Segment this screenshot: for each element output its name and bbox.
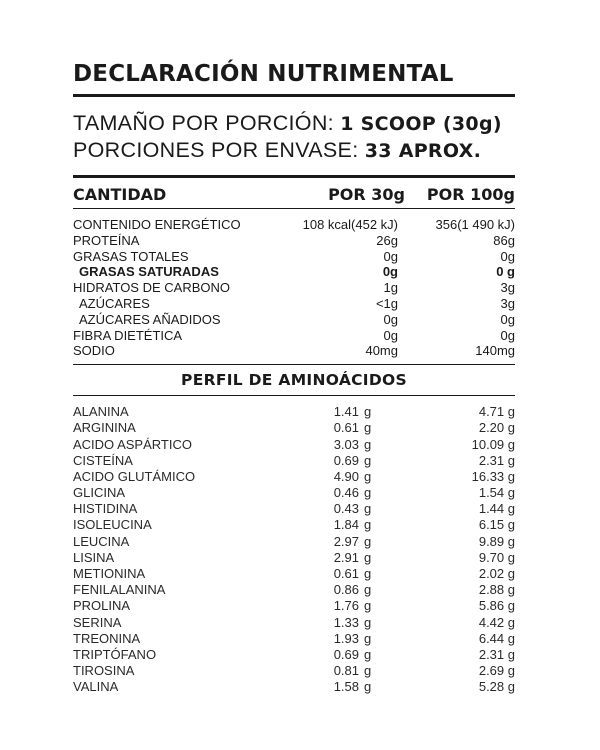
serving-info <box>73 97 515 171</box>
amino-section-title: PERFIL DE AMINOÁCIDOS <box>181 371 407 390</box>
amino-per-30g: 0.43 <box>333 501 359 517</box>
amino-name: METIONINA <box>73 566 146 582</box>
amino-per-100g: 1.54 g <box>478 485 515 501</box>
amino-per-30g: 1.93 <box>333 630 359 646</box>
header-per-100g: POR 100g <box>426 184 515 204</box>
amino-per-30g: 1.33 <box>333 614 359 630</box>
amino-name: CISTEÍNA <box>73 452 133 468</box>
amino-per-30g-unit: g <box>364 646 372 662</box>
amino-per-30g: 0.46 <box>333 485 359 501</box>
servings-count-value: 33 APROX. <box>364 140 482 162</box>
amino-per-30g-unit: g <box>364 452 372 468</box>
nutrition-row <box>73 217 515 233</box>
amino-per-100g: 6.44 g <box>478 630 515 646</box>
amino-name: ACIDO ASPÁRTICO <box>73 436 192 452</box>
amino-name: ISOLEUCINA <box>73 517 152 533</box>
amino-per-30g: 0.69 <box>333 646 359 662</box>
nutrient-per-100g: 3g <box>500 295 515 311</box>
amino-name: LISINA <box>73 549 115 565</box>
amino-row <box>73 420 515 436</box>
serving-size-label: TAMAÑO POR PORCIÓN: <box>73 111 334 135</box>
amino-per-100g: 9.70 g <box>478 549 515 565</box>
nutrient-name: FIBRA DIETÉTICA <box>73 327 183 343</box>
amino-name: GLICINA <box>73 485 126 501</box>
amino-per-100g: 1.44 g <box>478 501 515 517</box>
amino-per-30g: 0.61 <box>333 566 359 582</box>
amino-per-100g: 16.33 g <box>471 468 515 484</box>
servings-per-container-line <box>73 137 515 164</box>
amino-name: LEUCINA <box>73 533 130 549</box>
nutrition-row <box>73 233 515 249</box>
amino-per-100g: 2.20 g <box>478 420 515 436</box>
serving-divider <box>73 175 515 178</box>
nutrition-row <box>73 296 515 312</box>
nutrition-header-row <box>73 180 515 208</box>
nutrition-row <box>73 264 515 280</box>
amino-row <box>73 501 515 517</box>
amino-per-100g: 6.15 g <box>478 517 515 533</box>
nutrient-per-30g: 0g <box>383 327 398 343</box>
nutrient-per-30g: 0g <box>382 264 398 280</box>
nutrition-row <box>73 249 515 265</box>
amino-per-30g: 4.90 <box>333 468 359 484</box>
amino-acid-table <box>73 396 515 695</box>
header-per-30g: POR 30g <box>328 184 405 204</box>
nutrition-row <box>73 328 515 344</box>
amino-name: ACIDO GLUTÁMICO <box>73 468 196 484</box>
nutrition-row <box>73 280 515 296</box>
amino-per-30g-unit: g <box>364 436 372 452</box>
nutrient-name: GRASAS SATURADAS <box>79 264 219 280</box>
serving-size-value: 1 SCOOP (30g) <box>340 113 502 135</box>
amino-per-30g: 1.84 <box>333 517 359 533</box>
amino-per-30g-unit: g <box>364 679 372 695</box>
amino-per-100g: 4.71 g <box>478 404 515 420</box>
amino-per-30g-unit: g <box>364 468 372 484</box>
nutrient-per-30g: 40mg <box>365 343 398 359</box>
amino-name: HISTIDINA <box>73 501 138 517</box>
amino-name: SERINA <box>73 614 122 630</box>
amino-per-30g-unit: g <box>364 420 372 436</box>
amino-per-30g: 2.97 <box>333 533 359 549</box>
amino-row <box>73 647 515 663</box>
amino-name: TREONINA <box>73 630 141 646</box>
serving-size-line <box>73 110 515 137</box>
nutrient-name: AZÚCARES <box>79 295 150 311</box>
nutrition-facts-panel <box>73 58 515 696</box>
amino-per-30g-unit: g <box>364 614 372 630</box>
amino-per-30g: 1.41 <box>333 404 359 420</box>
amino-name: TIROSINA <box>73 663 135 679</box>
amino-per-30g: 0.69 <box>333 452 359 468</box>
nutrient-per-100g: 0g <box>500 311 515 327</box>
amino-row <box>73 534 515 550</box>
amino-per-30g: 0.86 <box>333 582 359 598</box>
amino-per-100g: 2.88 g <box>478 582 515 598</box>
amino-row <box>73 566 515 582</box>
page-title: DECLARACIÓN NUTRIMENTAL <box>73 61 454 87</box>
amino-name: ALANINA <box>73 404 129 420</box>
amino-per-30g: 0.61 <box>333 420 359 436</box>
nutrient-per-100g: 0 g <box>496 264 515 280</box>
nutrient-per-30g: 26g <box>376 232 398 248</box>
amino-row <box>73 453 515 469</box>
amino-per-30g: 1.58 <box>333 679 359 695</box>
servings-count-label: PORCIONES POR ENVASE: <box>73 138 359 162</box>
amino-row <box>73 631 515 647</box>
nutrient-per-30g: 0g <box>383 248 398 264</box>
amino-row <box>73 615 515 631</box>
nutrient-per-100g: 356(1 490 kJ) <box>435 217 515 232</box>
amino-row <box>73 437 515 453</box>
amino-per-100g: 5.28 g <box>478 679 515 695</box>
amino-per-30g-unit: g <box>364 598 372 614</box>
amino-per-100g: 5.86 g <box>478 598 515 614</box>
amino-per-30g-unit: g <box>364 485 372 501</box>
nutrient-per-100g: 0g <box>500 248 515 264</box>
amino-row <box>73 582 515 598</box>
amino-per-30g-unit: g <box>364 517 372 533</box>
nutrient-per-100g: 140mg <box>475 343 515 359</box>
nutrient-per-100g: 3g <box>500 280 515 296</box>
header-quantity: CANTIDAD <box>73 184 167 204</box>
amino-per-100g: 2.31 g <box>478 452 515 468</box>
nutrient-per-30g: <1g <box>375 295 398 311</box>
amino-per-30g-unit: g <box>364 566 372 582</box>
amino-per-30g: 2.91 <box>333 549 359 565</box>
amino-row <box>73 517 515 533</box>
amino-per-100g: 9.89 g <box>478 533 515 549</box>
nutrition-table <box>73 209 515 364</box>
amino-per-30g-unit: g <box>364 582 372 598</box>
amino-row <box>73 679 515 695</box>
amino-per-30g-unit: g <box>364 404 372 420</box>
amino-per-100g: 2.69 g <box>478 663 515 679</box>
amino-per-100g: 10.09 g <box>471 436 515 452</box>
nutrient-name: SODIO <box>73 343 115 359</box>
amino-row <box>73 663 515 679</box>
amino-row <box>73 404 515 420</box>
nutrition-row <box>73 343 515 359</box>
amino-per-30g-unit: g <box>364 549 372 565</box>
nutrient-name: PROTEÍNA <box>73 232 140 248</box>
amino-per-30g-unit: g <box>364 501 372 517</box>
amino-per-100g: 2.02 g <box>478 566 515 582</box>
amino-name: FENILALANINA <box>73 582 166 598</box>
nutrient-per-30g: 1g <box>383 280 398 296</box>
amino-per-30g: 0.81 <box>333 663 359 679</box>
nutrient-per-30g: 0g <box>383 311 398 327</box>
amino-row <box>73 598 515 614</box>
amino-row <box>73 469 515 485</box>
amino-name: ARGININA <box>73 420 136 436</box>
nutrient-per-100g: 0g <box>500 327 515 343</box>
nutrient-name: AZÚCARES AÑADIDOS <box>79 311 221 327</box>
amino-name: PROLINA <box>73 598 131 614</box>
amino-name: VALINA <box>73 679 119 695</box>
amino-per-30g-unit: g <box>364 630 372 646</box>
nutrient-name: GRASAS TOTALES <box>73 248 189 264</box>
amino-row <box>73 485 515 501</box>
nutrient-per-100g: 86g <box>493 232 515 248</box>
amino-per-30g-unit: g <box>364 533 372 549</box>
nutrition-row <box>73 312 515 328</box>
amino-per-100g: 4.42 g <box>478 614 515 630</box>
nutrient-name: CONTENIDO ENERGÉTICO <box>73 217 241 232</box>
amino-name: TRIPTÓFANO <box>73 646 157 662</box>
amino-per-30g: 3.03 <box>333 436 359 452</box>
nutrient-per-30g: 108 kcal(452 kJ) <box>302 217 398 232</box>
amino-per-100g: 2.31 g <box>478 646 515 662</box>
amino-row <box>73 550 515 566</box>
amino-per-30g-unit: g <box>364 663 372 679</box>
amino-per-30g: 1.76 <box>333 598 359 614</box>
nutrient-name: HIDRATOS DE CARBONO <box>73 280 230 296</box>
